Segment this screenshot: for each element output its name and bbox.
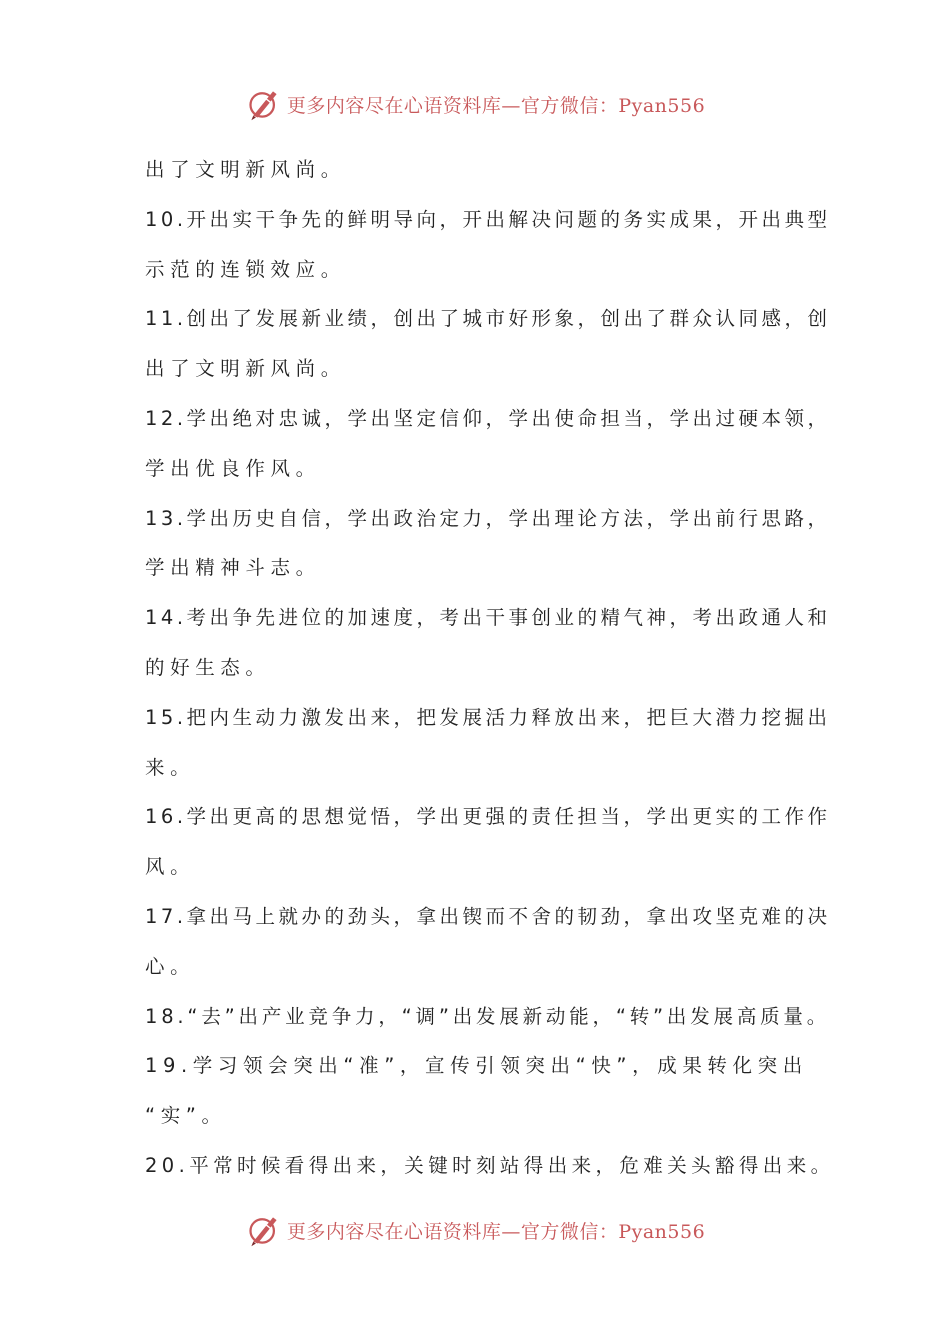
text-line: 11.创出了发展新业绩，创出了城市好形象，创出了群众认同感，创 — [145, 307, 831, 331]
text-line: 10.开出实干争先的鲜明导向，开出解决问题的务实成果，开出典型 — [145, 207, 831, 231]
text-line: 来。 — [145, 755, 196, 779]
text-line: 出了文明新风尚。 — [145, 357, 346, 381]
text-line: 16.学出更高的思想觉悟，学出更强的责任担当，学出更实的工作作 — [145, 805, 831, 829]
text-line: 18.“去”出产业竞争力，“调”出发展新动能，“转”出发展高质量。 — [145, 1004, 831, 1028]
text-line: 示范的连锁效应。 — [145, 257, 346, 281]
text-line: 的好生态。 — [145, 655, 271, 679]
text-line: 14.考出争先进位的加速度，考出干事创业的精气神，考出政通人和 — [145, 606, 831, 630]
pen-logo-icon — [245, 1212, 283, 1248]
text-line: 12.学出绝对忠诚，学出坚定信仰，学出使命担当，学出过硬本领， — [145, 406, 831, 430]
text-line: 出了文明新风尚。 — [145, 158, 346, 181]
text-line: “实”。 — [145, 1104, 227, 1128]
text-line: 13.学出历史自信，学出政治定力，学出理论方法，学出前行思路， — [145, 506, 831, 530]
header-banner — [0, 84, 950, 124]
text-line: 学出优良作风。 — [145, 456, 321, 480]
text-line: 20.平常时候看得出来，关键时刻站得出来，危难关头豁得出来。 — [145, 1153, 835, 1177]
text-line: 15.把内生动力激发出来，把发展活力释放出来，把巨大潜力挖掘出 — [145, 705, 831, 729]
text-line: 19.学习领会突出“准”，宣传引领突出“快”，成果转化突出 — [145, 1054, 808, 1078]
text-line: 风。 — [145, 855, 196, 879]
text-line: 学出精神斗志。 — [145, 556, 321, 580]
footer-banner — [0, 1210, 950, 1250]
pen-logo-icon — [245, 86, 283, 122]
text-line: 心。 — [145, 954, 196, 978]
header-banner-text: 更多内容尽在心语资料库—官方微信：Pyan556 — [286, 94, 706, 117]
footer-banner-text: 更多内容尽在心语资料库—官方微信：Pyan556 — [286, 1220, 706, 1243]
document-body — [145, 145, 835, 1191]
text-line: 17.拿出马上就办的劲头，拿出锲而不舍的韧劲，拿出攻坚克难的决 — [145, 904, 831, 928]
